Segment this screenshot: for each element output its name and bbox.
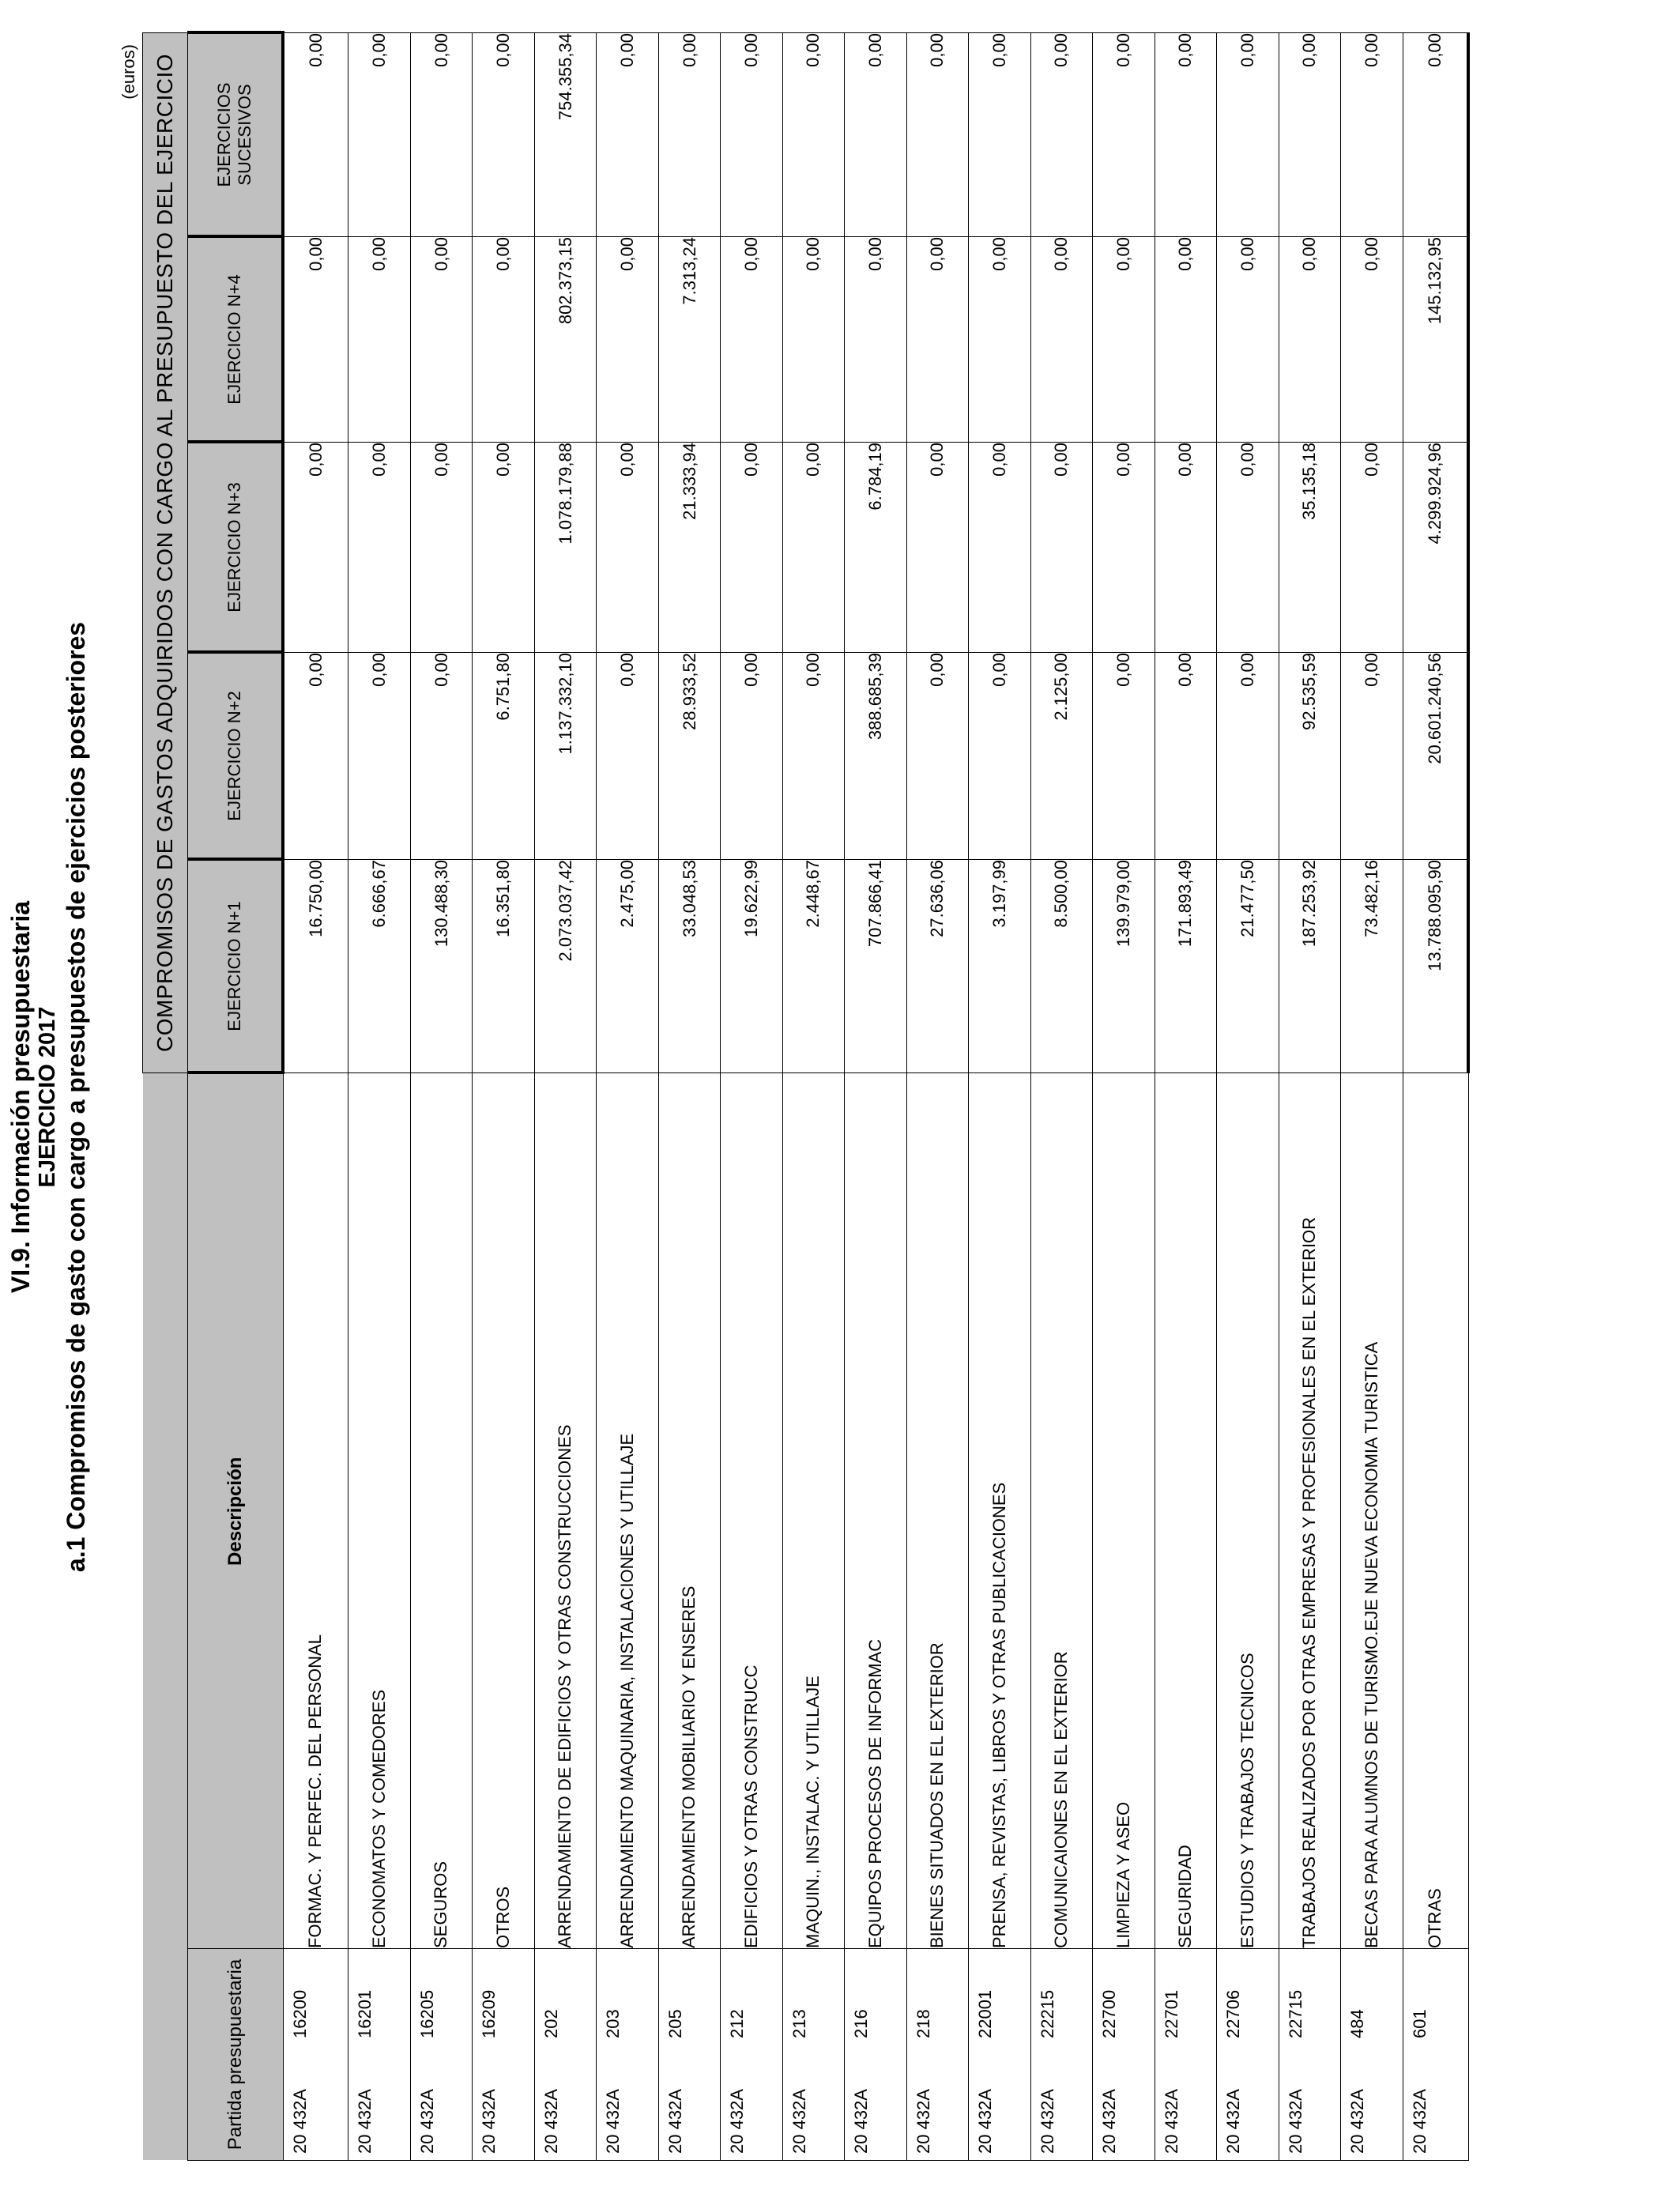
partida-cell	[1093, 1949, 1155, 2161]
amount-suc: 0,00	[1155, 32, 1216, 236]
amount-n2: 0,00	[1155, 653, 1216, 860]
table-row	[534, 32, 596, 2160]
col-n3: EJERCICIO N+3	[188, 443, 284, 653]
program-code: 20 432A	[355, 2089, 375, 2154]
table-row	[969, 32, 1030, 2160]
amount-n1: 16.750,00	[283, 860, 348, 1073]
amount-n3: 0,00	[1341, 443, 1403, 653]
economic-code: 16201	[355, 1989, 375, 2038]
amount-n3: 0,00	[1093, 443, 1155, 653]
partida-cell	[348, 1949, 410, 2161]
amount-suc: 0,00	[473, 32, 534, 236]
amount-suc: 0,00	[1279, 32, 1340, 236]
amount-n2: 0,00	[1341, 653, 1403, 860]
amount-n3: 1.078.179,88	[534, 443, 596, 653]
table-row	[845, 32, 906, 2160]
program-code: 20 432A	[665, 2089, 685, 2154]
economic-code: 216	[851, 2009, 872, 2038]
amount-suc: 0,00	[410, 32, 472, 236]
description-cell: OTROS	[473, 1073, 534, 1949]
program-code: 20 432A	[789, 2089, 809, 2154]
amount-suc: 0,00	[721, 32, 782, 236]
partida-cell	[597, 1949, 658, 2161]
amount-n4: 0,00	[283, 237, 348, 443]
description-cell: ESTUDIOS Y TRABAJOS TECNICOS	[1217, 1073, 1279, 1949]
table-row	[1279, 32, 1340, 2160]
amount-suc: 0,00	[906, 32, 968, 236]
header-blank-left	[143, 1949, 188, 2161]
description-cell: SEGUROS	[410, 1073, 472, 1949]
program-code: 20 432A	[1285, 2089, 1305, 2154]
amount-n1: 139.979,00	[1093, 860, 1155, 1073]
description-cell: ARRENDAMIENTO MAQUINARIA, INSTALACIONES Y UTILLAJE	[597, 1073, 658, 1949]
amount-n2: 0,00	[410, 653, 472, 860]
amount-n3: 0,00	[969, 443, 1030, 653]
col-n1: EJERCICIO N+1	[188, 860, 284, 1073]
program-code: 20 432A	[541, 2089, 561, 2154]
description-cell: COMUNICAIONES EN EL EXTERIOR	[1030, 1073, 1092, 1949]
partida-cell	[1279, 1949, 1340, 2161]
table-row	[658, 32, 720, 2160]
description-cell: MAQUIN., INSTALAC. Y UTILLAJE	[782, 1073, 844, 1949]
amount-suc: 0,00	[969, 32, 1030, 236]
table-row	[1155, 32, 1216, 2160]
program-code: 20 432A	[851, 2089, 872, 2154]
amount-suc: 0,00	[1093, 32, 1155, 236]
description-cell: ECONOMATOS Y COMEDORES	[348, 1073, 410, 1949]
amount-n1: 19.622,99	[721, 860, 782, 1073]
description-cell: EQUIPOS PROCESOS DE INFORMAC	[845, 1073, 906, 1949]
economic-code: 22001	[975, 1989, 996, 2038]
description-cell: BIENES SITUADOS EN EL EXTERIOR	[906, 1073, 968, 1949]
description-cell: PRENSA, REVISTAS, LIBROS Y OTRAS PUBLICACIONES	[969, 1073, 1030, 1949]
description-cell: LIMPIEZA Y ASEO	[1093, 1073, 1155, 1949]
amount-n2: 388.685,39	[845, 653, 906, 860]
amount-suc: 0,00	[348, 32, 410, 236]
amount-n3: 0,00	[1155, 443, 1216, 653]
amount-n4: 145.132,95	[1403, 237, 1468, 443]
amount-n4: 7.313,24	[658, 237, 720, 443]
amount-n2: 0,00	[969, 653, 1030, 860]
amount-n4: 0,00	[1341, 237, 1403, 443]
partida-cell	[283, 1949, 348, 2161]
amount-suc: 0,00	[597, 32, 658, 236]
partida-cell	[721, 1949, 782, 2161]
table-row	[410, 32, 472, 2160]
economic-code: 16200	[289, 1989, 310, 2038]
table-row	[1403, 32, 1468, 2160]
partida-cell	[845, 1949, 906, 2161]
amount-n1: 2.475,00	[597, 860, 658, 1073]
program-code: 20 432A	[603, 2089, 623, 2154]
amount-n4: 802.373,15	[534, 237, 596, 443]
program-code: 20 432A	[975, 2089, 996, 2154]
amount-n1: 13.788.095,90	[1403, 860, 1468, 1073]
economic-code: 22215	[1037, 1989, 1057, 2038]
program-code: 20 432A	[1223, 2089, 1244, 2154]
partida-cell	[1030, 1949, 1092, 2161]
amount-n1: 73.482,16	[1341, 860, 1403, 1073]
economic-code: 601	[1409, 2009, 1430, 2038]
amount-suc: 0,00	[1403, 32, 1468, 236]
amount-n3: 6.784,19	[845, 443, 906, 653]
description-cell: OTRAS	[1403, 1073, 1468, 1949]
amount-n1: 2.073.037,42	[534, 860, 596, 1073]
amount-n4: 0,00	[1279, 237, 1340, 443]
amount-n1: 21.477,50	[1217, 860, 1279, 1073]
description-cell: FORMAC. Y PERFEC. DEL PERSONAL	[283, 1073, 348, 1949]
partida-cell	[1403, 1949, 1468, 2161]
partida-cell	[473, 1949, 534, 2161]
table-title: a.1 Compromisos de gasto con cargo a presupuestos de ejercicios posteriores	[62, 621, 90, 1573]
amount-n3: 0,00	[1217, 443, 1279, 653]
amount-n4: 0,00	[473, 237, 534, 443]
table-row	[283, 32, 348, 2160]
amount-suc: 0,00	[845, 32, 906, 236]
amount-n2: 0,00	[348, 653, 410, 860]
amount-suc: 754.355,34	[534, 32, 596, 236]
program-code: 20 432A	[727, 2089, 748, 2154]
amount-n2: 6.751,80	[473, 653, 534, 860]
amount-n3: 0,00	[1030, 443, 1092, 653]
col-descripcion: Descripción	[188, 1073, 284, 1949]
program-code: 20 432A	[416, 2089, 437, 2154]
col-n2: EJERCICIO N+2	[188, 653, 284, 860]
amount-n2: 20.601.240,56	[1403, 653, 1468, 860]
amount-n3: 0,00	[721, 443, 782, 653]
amount-n4: 0,00	[969, 237, 1030, 443]
amount-n3: 0,00	[597, 443, 658, 653]
partida-cell	[534, 1949, 596, 2161]
amount-suc: 0,00	[782, 32, 844, 236]
economic-code: 484	[1347, 2009, 1368, 2038]
partida-cell	[658, 1949, 720, 2161]
description-cell: BECAS PARA ALUMNOS DE TURISMO.EJE NUEVA ECONOMIA TURISTICA	[1341, 1073, 1403, 1949]
description-cell: TRABAJOS REALIZADOS POR OTRAS EMPRESAS Y PROFESIONALES EN EL EXTERIOR	[1279, 1073, 1340, 1949]
amount-n4: 0,00	[1155, 237, 1216, 443]
economic-code: 22715	[1285, 1989, 1305, 2038]
commitments-table	[142, 31, 1470, 2161]
program-code: 20 432A	[289, 2089, 310, 2154]
exercise-year-title: EJERCICIO 2017	[35, 1006, 60, 1188]
amount-n4: 0,00	[845, 237, 906, 443]
amount-n2: 0,00	[906, 653, 968, 860]
economic-code: 202	[541, 2009, 561, 2038]
amount-n1: 16.351,80	[473, 860, 534, 1073]
partida-cell	[1341, 1949, 1403, 2161]
description-cell: EDIFICIOS Y OTRAS CONSTRUCC	[721, 1073, 782, 1949]
amount-n4: 0,00	[782, 237, 844, 443]
description-cell: ARRENDAMIENTO MOBILIARIO Y ENSERES	[658, 1073, 720, 1949]
program-code: 20 432A	[1099, 2089, 1120, 2154]
amount-n2: 0,00	[782, 653, 844, 860]
partida-cell	[1155, 1949, 1216, 2161]
amount-n4: 0,00	[1217, 237, 1279, 443]
amount-n1: 707.866,41	[845, 860, 906, 1073]
table-row	[906, 32, 968, 2160]
amount-n3: 21.333,94	[658, 443, 720, 653]
amount-n2: 0,00	[1217, 653, 1279, 860]
table-row	[348, 32, 410, 2160]
amount-n3: 0,00	[906, 443, 968, 653]
economic-code: 203	[603, 2009, 623, 2038]
table-row	[782, 32, 844, 2160]
description-cell: SEGURIDAD	[1155, 1073, 1216, 1949]
amount-n3: 0,00	[410, 443, 472, 653]
partida-cell	[969, 1949, 1030, 2161]
col-sucesivos: EJERCICIOS SUCESIVOS	[188, 32, 284, 236]
col-partida: Partida presupuestaria	[188, 1949, 284, 2161]
amount-n1: 33.048,53	[658, 860, 720, 1073]
table-row	[1341, 32, 1403, 2160]
amount-n4: 0,00	[1030, 237, 1092, 443]
table-row	[1093, 32, 1155, 2160]
amount-n4: 0,00	[1093, 237, 1155, 443]
header-blank-desc	[143, 1073, 188, 1949]
table-row	[721, 32, 782, 2160]
economic-code: 22700	[1099, 1989, 1120, 2038]
amount-suc: 0,00	[1341, 32, 1403, 236]
amount-suc: 0,00	[1030, 32, 1092, 236]
amount-n4: 0,00	[721, 237, 782, 443]
amount-n4: 0,00	[597, 237, 658, 443]
amount-n1: 130.488,30	[410, 860, 472, 1073]
program-code: 20 432A	[913, 2089, 933, 2154]
amount-n2: 0,00	[721, 653, 782, 860]
economic-code: 218	[913, 2009, 933, 2038]
amount-n4: 0,00	[906, 237, 968, 443]
amount-n1: 27.636,06	[906, 860, 968, 1073]
amount-n3: 35.135,18	[1279, 443, 1340, 653]
amount-n3: 0,00	[348, 443, 410, 653]
description-cell: ARRENDAMIENTO DE EDIFICIOS Y OTRAS CONSTRUCCIONES	[534, 1073, 596, 1949]
amount-n3: 0,00	[782, 443, 844, 653]
units-label: (euros)	[119, 44, 138, 100]
program-code: 20 432A	[1161, 2089, 1181, 2154]
amount-n2: 0,00	[1093, 653, 1155, 860]
program-code: 20 432A	[479, 2089, 499, 2154]
partida-cell	[410, 1949, 472, 2161]
col-n4: EJERCICIO N+4	[188, 237, 284, 443]
amount-n3: 0,00	[283, 443, 348, 653]
amount-n2: 28.933,52	[658, 653, 720, 860]
amount-n1: 171.893,49	[1155, 860, 1216, 1073]
program-code: 20 432A	[1037, 2089, 1057, 2154]
amount-n4: 0,00	[410, 237, 472, 443]
economic-code: 16209	[479, 1989, 499, 2038]
partida-cell	[906, 1949, 968, 2161]
economic-code: 213	[789, 2009, 809, 2038]
amount-n2: 1.137.332,10	[534, 653, 596, 860]
group-header: COMPROMISOS DE GASTOS ADQUIRIDOS CON CARGO AL PRESUPUESTO DEL EJERCICIO	[143, 32, 188, 1072]
economic-code: 205	[665, 2009, 685, 2038]
amount-suc: 0,00	[1217, 32, 1279, 236]
amount-n2: 2.125,00	[1030, 653, 1092, 860]
table-row	[597, 32, 658, 2160]
amount-suc: 0,00	[658, 32, 720, 236]
amount-n2: 0,00	[597, 653, 658, 860]
amount-n2: 92.535,59	[1279, 653, 1340, 860]
amount-n1: 2.448,67	[782, 860, 844, 1073]
section-title: VI.9. Información presupuestaria	[6, 900, 35, 1294]
economic-code: 22701	[1161, 1989, 1181, 2038]
economic-code: 212	[727, 2009, 748, 2038]
amount-n2: 0,00	[283, 653, 348, 860]
amount-suc: 0,00	[283, 32, 348, 236]
amount-n1: 187.253,92	[1279, 860, 1340, 1073]
table-row	[1030, 32, 1092, 2160]
table-row	[473, 32, 534, 2160]
table-row	[1217, 32, 1279, 2160]
amount-n3: 0,00	[473, 443, 534, 653]
amount-n4: 0,00	[348, 237, 410, 443]
program-code: 20 432A	[1347, 2089, 1368, 2154]
partida-cell	[1217, 1949, 1279, 2161]
program-code: 20 432A	[1409, 2089, 1430, 2154]
partida-cell	[782, 1949, 844, 2161]
amount-n3: 4.299.924,96	[1403, 443, 1468, 653]
economic-code: 16205	[416, 1989, 437, 2038]
amount-n1: 8.500,00	[1030, 860, 1092, 1073]
amount-n1: 3.197,99	[969, 860, 1030, 1073]
economic-code: 22706	[1223, 1989, 1244, 2038]
amount-n1: 6.666,67	[348, 860, 410, 1073]
